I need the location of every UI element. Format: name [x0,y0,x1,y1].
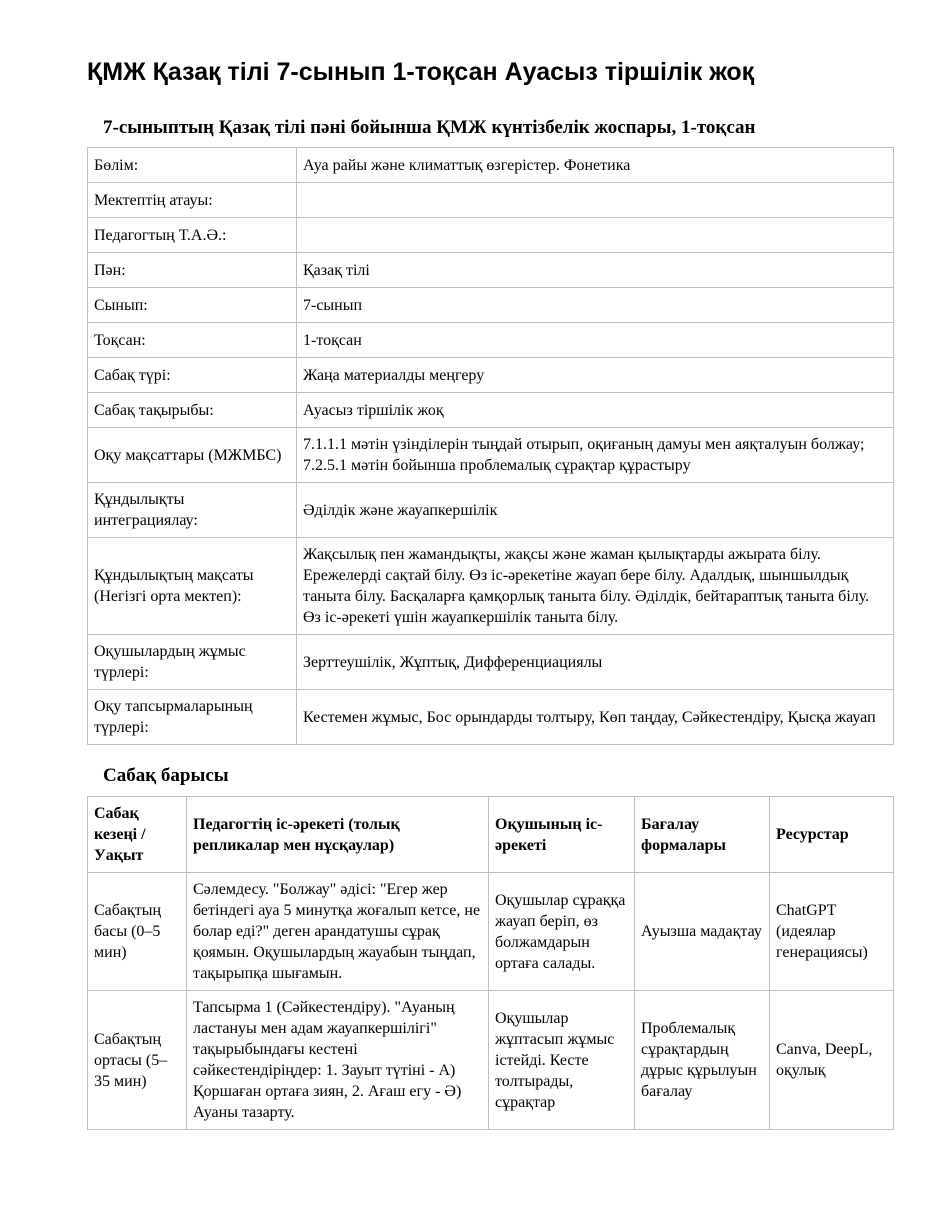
info-value: 1-тоқсан [297,323,894,358]
info-row [88,183,894,218]
info-row [88,288,894,323]
lesson-column-header: Сабақ кезеңі / Уақыт [88,797,187,873]
lesson-cell: Сабақтың ортасы (5–35 мин) [88,991,187,1130]
info-value [297,183,894,218]
info-label: Мектептің атауы: [88,183,297,218]
info-row [88,635,894,690]
document-subtitle: 7-сыныптың Қазақ тілі пәні бойынша ҚМЖ күнтізбелік жоспары, 1-тоқсан [103,117,756,138]
info-value: Кестемен жұмыс, Бос орындарды толтыру, Көп таңдау, Сәйкестендіру, Қысқа жауап [297,690,894,745]
lesson-row [88,873,894,991]
lesson-column-header: Ресурстар [770,797,894,873]
lesson-cell: Сәлемдесу. "Болжау" әдісі: "Егер жер бетіндегі ауа 5 минутқа жоғалып кетсе, не болар еді?" деген арандатушы сұрақ қоямын. Оқушылардың жауабын тыңдап, тақырыпқа шығамын. [187,873,489,991]
info-row [88,483,894,538]
lesson-cell: Сабақтың басы (0–5 мин) [88,873,187,991]
section-title-lesson-flow: Сабақ барысы [103,765,229,786]
info-row [88,253,894,288]
info-row [88,428,894,483]
info-value: 7-сынып [297,288,894,323]
info-value: Қазақ тілі [297,253,894,288]
info-label: Оқу тапсырмаларының түрлері: [88,690,297,745]
info-label: Сынып: [88,288,297,323]
lesson-cell: Оқушылар сұраққа жауап беріп, өз болжамдарын ортаға салады. [489,873,635,991]
info-label: Сабақ тақырыбы: [88,393,297,428]
lesson-cell: Оқушылар жұптасып жұмыс істейді. Кесте толтырады, сұрақтар [489,991,635,1130]
lesson-cell: Проблемалық сұрақтардың дұрыс құрылуын бағалау [635,991,770,1130]
info-value: 7.1.1.1 мәтін үзінділерін тыңдай отырып, оқиғаның дамуы мен аяқталуын болжау; 7.2.5.1 мәтін бойынша проблемалық сұрақтар құрастыру [297,428,894,483]
lesson-cell: Тапсырма 1 (Сәйкестендіру). "Ауаның ластануы мен адам жауапкершілігі" тақырыбындағы кестені сәйкестендіріңдер: 1. Зауыт түтіні - А) Қоршаған ортаға зиян, 2. Ағаш егу - Ә) Ауаны тазарту. [187,991,489,1130]
info-value [297,218,894,253]
info-label: Құндылықтың мақсаты (Негізгі орта мектеп): [88,538,297,635]
info-label: Тоқсан: [88,323,297,358]
info-value: Әділдік және жауапкершілік [297,483,894,538]
info-row [88,148,894,183]
lesson-cell: ChatGPT (идеялар генерациясы) [770,873,894,991]
info-row [88,538,894,635]
lesson-column-header: Бағалау формалары [635,797,770,873]
lesson-flow-table [87,796,894,1130]
info-label: Оқушылардың жұмыс түрлері: [88,635,297,690]
info-value: Зерттеушілік, Жұптық, Дифференциациялы [297,635,894,690]
lesson-row [88,991,894,1130]
lesson-cell: Ауызша мадақтау [635,873,770,991]
info-label: Пән: [88,253,297,288]
document-title: ҚМЖ Қазақ тілі 7-сынып 1-тоқсан Ауасыз тіршілік жоқ [87,58,755,86]
info-label: Сабақ түрі: [88,358,297,393]
info-label: Педагогтың Т.А.Ә.: [88,218,297,253]
info-row [88,358,894,393]
info-label: Құндылықты интеграциялау: [88,483,297,538]
info-value: Ауа райы және климаттық өзгерістер. Фонетика [297,148,894,183]
lesson-column-header: Педагогтің іс-әрекеті (толық репликалар мен нұсқаулар) [187,797,489,873]
info-value: Жаңа материалды меңгеру [297,358,894,393]
info-row [88,393,894,428]
info-label: Оқу мақсаттары (МЖМБС) [88,428,297,483]
info-value: Ауасыз тіршілік жоқ [297,393,894,428]
lesson-info-table [87,147,894,745]
info-row [88,323,894,358]
lesson-cell: Canva, DeepL, оқулық [770,991,894,1130]
info-row [88,218,894,253]
lesson-column-header: Оқушының іс-әрекеті [489,797,635,873]
info-row [88,690,894,745]
info-label: Бөлім: [88,148,297,183]
lesson-table-header-row [88,797,894,873]
info-value: Жақсылық пен жамандықты, жақсы және жаман қылықтарды ажырата білу. Ережелерді сақтай білу. Өз іс-әрекетіне жауап бере білу. Адалдық, шыншылдық таныта білу. Басқаларға қамқорлық таныта білу. Әділдік, бейтараптық таныта білу. Өз іс-әрекеті үшін жауапкершілік таныта білу. [297,538,894,635]
